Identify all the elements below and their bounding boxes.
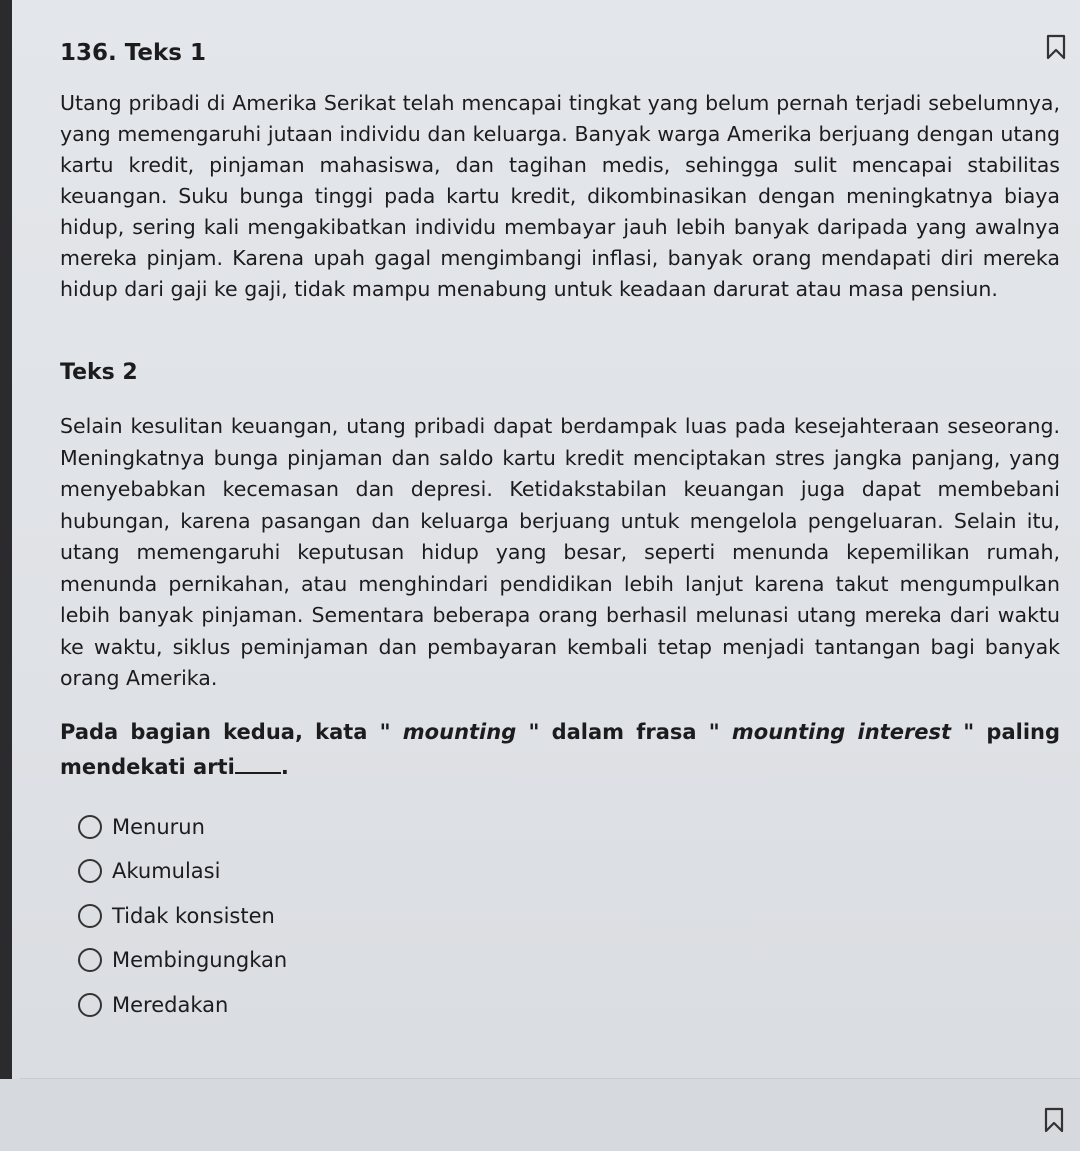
prompt-end: . xyxy=(280,754,289,779)
radio-button[interactable] xyxy=(78,904,102,928)
passage-2-title: Teks 2 xyxy=(60,360,138,385)
question-content xyxy=(60,36,1060,1027)
prompt-part-1: Pada bagian kedua, kata " xyxy=(60,719,391,744)
answer-blank xyxy=(235,752,281,774)
option-label: Tidak konsisten xyxy=(112,903,275,928)
prompt-term-1: mounting xyxy=(390,719,529,744)
passage-text-2: Selain kesulitan keuangan, utang pribadi dapat berdampak luas pada kesejahteraan seseorang. Meningkatnya bunga pinjaman dan saldo kartu kredit menciptakan stres jangka panjang, yang menyebabkan kecemasan dan depresi. Ketidakstabilan keuangan juga dapat membebani hubungan, karena pasangan dan keluarga berjuang untuk mengelola pengeluaran. Selain itu, utang memengaruhi keputusan hidup yang besar, seperti menunda kepemilikan rumah, menunda pernikahan, atau menghindari pendidikan lebih lanjut karena takut mengumpulkan lebih banyak pinjaman. Sementara beberapa orang berhasil melunasi utang mereka dari waktu ke waktu, siklus peminjaman dan pembayaran kembali tetap menjadi tantangan bagi banyak orang Amerika. xyxy=(60,414,1060,690)
option-label: Menurun xyxy=(112,814,205,839)
next-question-area xyxy=(0,1079,1080,1151)
option-label: Meredakan xyxy=(112,992,229,1017)
passage-text-1: Utang pribadi di Amerika Serikat telah mencapai tingkat yang belum pernah terjadi sebelumnya, yang memengaruhi jutaan individu dan keluarga. Banyak warga Amerika berjuang dengan utang kartu kredit, pinjaman mahasiswa, dan tagihan medis, sehingga sulit mencapai stabilitas keuangan. Suku bunga tinggi pada kartu kredit, dikombinasikan dengan meningkatnya biaya hidup, sering kali mengakibatkan individu membayar jauh lebih banyak daripada yang awalnya mereka pinjam. Karena upah gagal mengimbangi inflasi, banyak orang mendapati diri mereka hidup dari gaji ke gaji, tidak mampu menabung untuk keadaan darurat atau masa pensiun. xyxy=(60,91,1060,301)
prompt-term-2: mounting interest xyxy=(719,719,964,744)
radio-button[interactable] xyxy=(78,993,102,1017)
radio-button[interactable] xyxy=(78,859,102,883)
option-a[interactable] xyxy=(78,805,1060,850)
left-edge-bar xyxy=(0,0,12,1151)
option-e[interactable] xyxy=(78,983,1060,1028)
option-label: Akumulasi xyxy=(112,859,221,884)
option-d[interactable] xyxy=(78,938,1060,983)
option-b[interactable] xyxy=(78,849,1060,894)
question-prompt xyxy=(60,715,1060,785)
answer-options xyxy=(60,805,1060,1028)
option-c[interactable] xyxy=(78,894,1060,939)
option-label: Membingungkan xyxy=(112,948,288,973)
radio-button[interactable] xyxy=(78,815,102,839)
prompt-part-3: " paling mendekati arti xyxy=(60,719,1061,779)
radio-button[interactable] xyxy=(78,948,102,972)
question-number-title: 136. Teks 1 xyxy=(60,40,206,66)
bookmark-icon[interactable] xyxy=(1043,1107,1061,1129)
prompt-part-2: " dalam frasa " xyxy=(528,719,720,744)
